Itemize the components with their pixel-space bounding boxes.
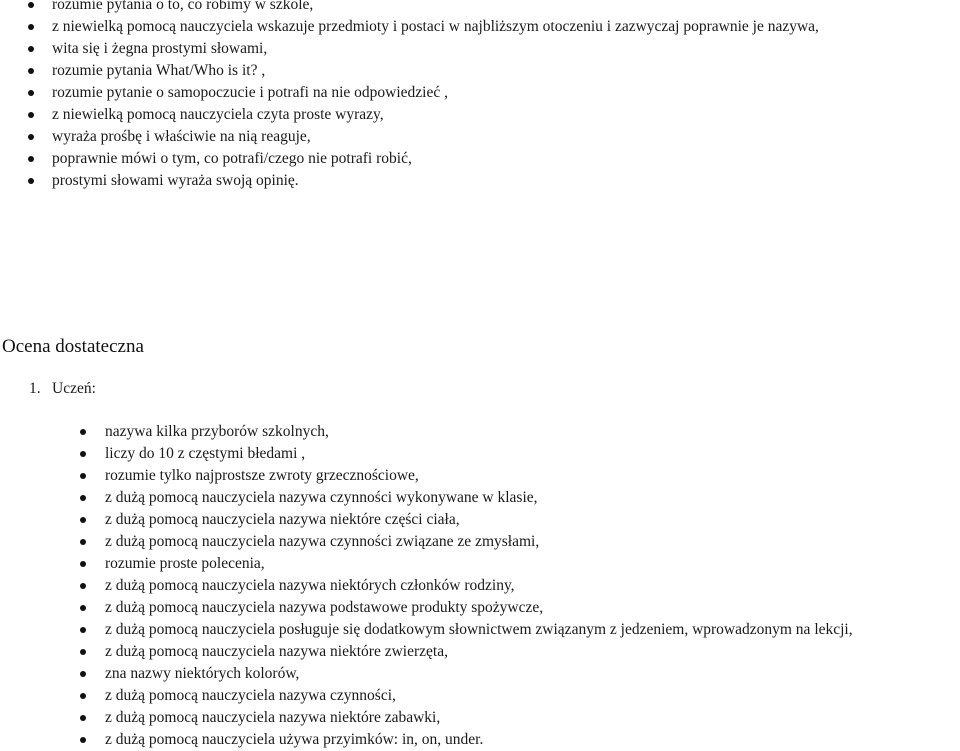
bullet-icon <box>80 583 86 589</box>
bullet-icon <box>28 156 34 162</box>
list-item-text: wyraża prośbę i właściwie na nią reaguje, <box>52 128 311 145</box>
list-item-text: z dużą pomocą nauczyciela nazywa niektóre zabawki, <box>105 709 441 726</box>
list-item-text: z niewielką pomocą nauczyciela czyta proste wyrazy, <box>52 106 384 123</box>
bullet-icon <box>28 112 34 118</box>
list-item-text: nazywa kilka przyborów szkolnych, <box>105 423 329 440</box>
list-item-text: z dużą pomocą nauczyciela używa przyimków: in, on, under. <box>105 731 484 748</box>
list-item-text: zna nazwy niektórych kolorów, <box>105 665 300 682</box>
list-item-text: wita się i żegna prostymi słowami, <box>52 40 268 57</box>
list-item-text: rozumie pytanie o samopoczucie i potrafi na nie odpowiedzieć , <box>52 84 448 101</box>
list-item-text: z niewielką pomocą nauczyciela wskazuje przedmioty i postaci w najbliższym otoczeniu i zazwyczaj poprawnie je nazywa, <box>52 18 819 35</box>
list-item-text: poprawnie mówi o tym, co potrafi/czego nie potrafi robić, <box>52 150 412 167</box>
list-item-text: rozumie pytania o to, co robimy w szkole, <box>52 0 314 13</box>
bullet-icon <box>80 627 86 633</box>
bullet-icon <box>28 68 34 74</box>
bullet-icon <box>80 451 86 457</box>
bullet-icon <box>80 715 86 721</box>
bullet-icon <box>28 2 34 8</box>
bullet-icon <box>80 429 86 435</box>
section-heading: Ocena dostateczna <box>2 336 144 357</box>
list-item-text: z dużą pomocą nauczyciela nazywa czynności, <box>105 687 396 704</box>
list-item-text: z dużą pomocą nauczyciela nazywa niektórych członków rodziny, <box>105 577 515 594</box>
list-item-text: z dużą pomocą nauczyciela nazywa czynności wykonywane w klasie, <box>105 489 538 506</box>
list-item-text: z dużą pomocą nauczyciela nazywa niektóre zwierzęta, <box>105 643 448 660</box>
bullet-icon <box>28 178 34 184</box>
bullet-icon <box>80 473 86 479</box>
list-item-text: z dużą pomocą nauczyciela nazywa czynności związane ze zmysłami, <box>105 533 540 550</box>
list-item-text: rozumie tylko najprostsze zwroty grzecznościowe, <box>105 467 419 484</box>
bullet-icon <box>28 134 34 140</box>
bullet-icon <box>80 605 86 611</box>
numbered-item <box>29 378 96 400</box>
list-item-text: z dużą pomocą nauczyciela posługuje się dodatkowym słownictwem związanym z jedzeniem, wprowadzonym na lekcji, <box>105 621 853 638</box>
bullet-icon <box>80 495 86 501</box>
bullet-icon <box>80 649 86 655</box>
list-item-text: prostymi słowami wyraża swoją opinię. <box>52 172 299 189</box>
bullet-icon <box>80 737 86 743</box>
bullet-icon <box>28 24 34 30</box>
list-item-text: rozumie proste polecenia, <box>105 555 265 572</box>
item-number: 1. <box>29 380 41 397</box>
bullet-icon <box>28 90 34 96</box>
bullet-icon <box>80 539 86 545</box>
bullet-icon <box>80 517 86 523</box>
list-item-text: z dużą pomocą nauczyciela nazywa podstawowe produkty spożywcze, <box>105 599 544 616</box>
list-item-text: rozumie pytania What/Who is it? , <box>52 62 266 79</box>
bullet-icon <box>28 46 34 52</box>
bullet-icon <box>80 693 86 699</box>
list-item-text: z dużą pomocą nauczyciela nazywa niektóre części ciała, <box>105 511 460 528</box>
bullet-icon <box>80 561 86 567</box>
bullet-icon <box>80 671 86 677</box>
list-item-text: liczy do 10 z częstymi błedami , <box>105 445 306 462</box>
item-label: Uczeń: <box>52 380 96 397</box>
